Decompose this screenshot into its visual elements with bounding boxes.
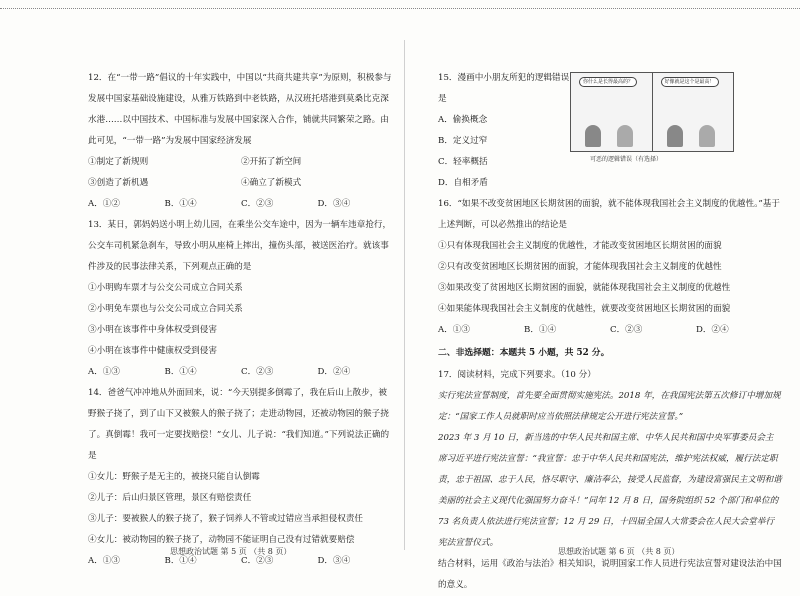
question-15 — [438, 68, 576, 194]
question-14-option-3: ③儿子：要被猴人的猴子挠了，猴子饲养人不管或过错应当承担侵权责任 — [88, 514, 364, 524]
question-16-answer-c: C．②③ — [610, 325, 643, 335]
comic-speech-bubble-right: 好像就是这个是最高！ — [661, 77, 719, 87]
comic-figure-right-2 — [699, 125, 715, 147]
comic-illustration — [570, 72, 734, 152]
question-16-option-4: ④如果能体现我国社会主义制度的优越性，就要改变贫困地区长期贫困的面貌 — [438, 304, 731, 314]
question-13-stem: 13．某日，郭妈妈送小明上幼儿园，在乘坐公交车途中，因为一辆车违章抢行，公交车司机紧急刹车，导致小明从座椅上摔出，撞伤头部，被送医治疗。就该事件涉及的民事法律关系，下列观点正确的是 — [88, 220, 392, 272]
question-16-answers — [438, 320, 782, 341]
page-divider — [404, 40, 405, 550]
question-12-options-row2 — [88, 173, 394, 194]
question-14-option-4: ④女儿：被动物园的猴子挠了，动物园不能证明自己没有过错就要赔偿 — [88, 535, 355, 545]
question-17-paragraph-1: 实行宪法宣誓制度，首先要全面贯彻实施宪法。2018 年，在我国宪法第五次修订中增加规定：“国家工作人员就职时应当依照法律规定公开进行宪法宣誓。” — [438, 391, 781, 422]
page-6-footer: 思想政治试题 第 6 页 （共 8 页） — [558, 547, 680, 556]
section-2-heading: 二、非选择题：本题共 5 小题，共 52 分。 — [438, 348, 610, 358]
question-16-option-3: ③如果改变了贫困地区长期贫困的面貌，就能体现我国社会主义制度的优越性 — [438, 283, 731, 293]
question-14 — [88, 383, 394, 572]
question-13-option-3: ③小明在该事件中身体权受到侵害 — [88, 325, 217, 335]
comic-figure-left-1 — [585, 125, 601, 147]
question-12-stem: 12．在“一带一路”倡议的十年实践中，中国以“共商共建共享”为原则，积极参与发展中国家基础设施建设，从雅万铁路到中老铁路，从汉班托塔港到莫桑比克深水港……以中国技术、中国标准与发展中国家深入合作，铺就共同繁荣之路。由此可见，“一带一路”为发展中国家经济发展 — [88, 73, 392, 146]
question-17-stem: 17．阅读材料，完成下列要求。（10 分） — [438, 370, 596, 380]
question-15-option-b: B．定义过窄 — [438, 136, 488, 146]
comic-panel-left — [571, 73, 653, 151]
question-13-option-2: ②小明免车票也与公交公司成立合同关系 — [88, 304, 243, 314]
question-16-answer-d: D．②④ — [696, 325, 729, 335]
question-17-task: 结合材料，运用《政治与法治》相关知识，说明国家工作人员进行宪法宣誓对建设法治中国的意义。 — [438, 559, 782, 590]
question-12-answers — [88, 194, 394, 215]
question-13-answer-d: D．②④ — [317, 367, 351, 377]
question-14-answer-d: D．③④ — [317, 556, 351, 566]
question-15-stem: 15．漫画中小朋友所犯的逻辑错误是 — [438, 73, 570, 104]
question-16-answer-b: B．①④ — [524, 325, 557, 335]
question-12-answer-b: B．①④ — [164, 199, 197, 209]
question-13-answer-a: A．①③ — [88, 367, 120, 377]
question-17 — [438, 365, 782, 596]
question-12-option-4: ④确立了新模式 — [241, 178, 302, 188]
question-14-stem: 14．爸爸气冲冲地从外面回来，说：“今天别提多倒霉了，我在后山上散步，被野猴子挠了，到了山下又被猴人的猴子挠了；走进动物园，还被动物园的猴子挠了。真倒霉！我可一定要找赔偿！”女儿、儿子说：“我们知道。”下列说法正确的是 — [88, 388, 390, 461]
question-13-option-4: ④小明在该事件中健康权受到侵害 — [88, 346, 217, 356]
question-15-option-a: A．偷换概念 — [438, 115, 488, 125]
question-14-option-2: ②儿子：后山归景区管理，景区有赔偿责任 — [88, 493, 252, 503]
question-14-answer-a: A．①③ — [88, 556, 120, 566]
comic-figure-left-2 — [617, 125, 633, 147]
question-16-stem: 16．“如果不改变贫困地区长期贫困的面貌，就不能体现我国社会主义制度的优越性。”基于上述判断，可以必然推出的结论是 — [438, 199, 780, 230]
question-12-option-3: ③创造了新机遇 — [88, 178, 149, 188]
comic-caption: 可恶的逻辑错误（有选择） — [590, 156, 663, 163]
question-13 — [88, 215, 394, 383]
question-12-options-row1 — [88, 152, 394, 173]
question-14-answer-b: B．①④ — [164, 556, 197, 566]
question-12-option-1: ①制定了新规则 — [88, 157, 149, 167]
question-16-option-1: ①只有体现我国社会主义制度的优越性，才能改变贫困地区长期贫困的面貌 — [438, 241, 722, 251]
comic-panel-right — [653, 73, 734, 151]
question-16 — [438, 194, 782, 341]
question-13-answer-b: B．①④ — [164, 367, 197, 377]
question-16-option-2: ②只有改变贫困地区长期贫困的面貌，才能体现我国社会主义制度的优越性 — [438, 262, 722, 272]
question-14-option-1: ①女儿：野猴子是无主的，被挠只能自认倒霉 — [88, 472, 260, 482]
comic-speech-bubble-left: 你什么是长得最高的？ — [579, 77, 637, 87]
question-13-answers — [88, 362, 394, 383]
comic-figure-right-1 — [667, 125, 683, 147]
question-13-answer-c: C．②③ — [241, 367, 274, 377]
question-14-answer-c: C．②③ — [241, 556, 274, 566]
question-17-paragraph-2: 2023 年 3 月 10 日，新当选的中华人民共和国主席、中华人民共和国中央军事委员会主席习近平进行宪法宣誓：“我宣誓：忠于中华人民共和国宪法，维护宪法权威，履行法定职责，忠于祖国、忠于人民，恪尽职守、廉洁奉公，接受人民监督，为建设富强民主文明和谐美丽的社会主义现代化强国努力奋斗！”同年 12 月 8 日，国务院组织 52 个部门和单位的 73 名负责人依法进行宪法宣誓；12 月 29 日，十四届全国人大常委会在人民大会堂举行宪法宣誓仪式。 — [438, 433, 782, 548]
question-12 — [88, 68, 394, 215]
question-16-answer-a: A．①③ — [438, 325, 470, 335]
question-15-option-c: C．轻率概括 — [438, 157, 488, 167]
page-5 — [0, 0, 408, 566]
question-12-answer-a: A．①② — [88, 199, 120, 209]
question-12-option-2: ②开拓了新空间 — [241, 157, 302, 167]
question-15-option-d: D．自相矛盾 — [438, 178, 488, 188]
question-12-answer-c: C．②③ — [241, 199, 274, 209]
question-13-option-1: ①小明购车票才与公交公司成立合同关系 — [88, 283, 243, 293]
page-5-footer: 思想政治试题 第 5 页 （共 8 页） — [170, 547, 292, 556]
question-12-answer-d: D．③④ — [317, 199, 351, 209]
